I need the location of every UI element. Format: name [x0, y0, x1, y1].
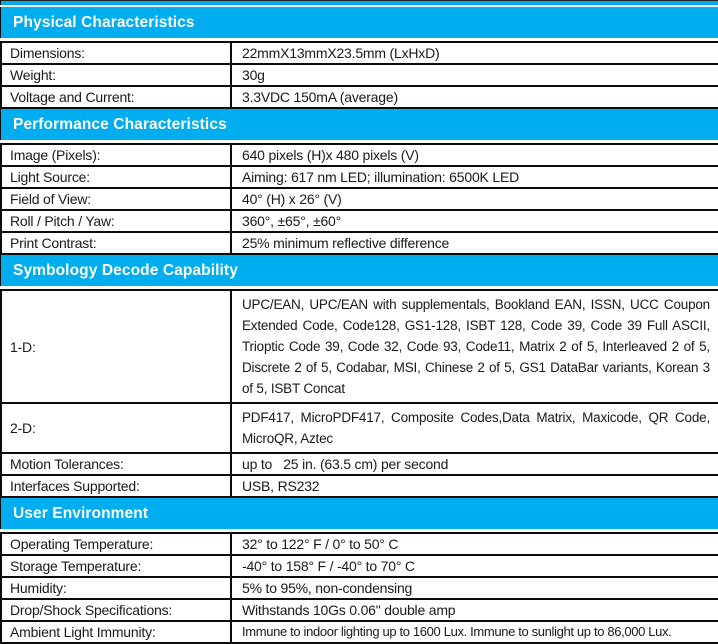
spec-value: Withstands 10Gs 0.06" double amp — [230, 600, 718, 620]
spec-label: Dimensions: — [10, 45, 85, 61]
section-title: Physical Characteristics — [13, 13, 195, 31]
spec-section — [0, 109, 718, 255]
spec-label: Print Contrast: — [10, 235, 97, 251]
spec-value: 30g — [230, 65, 718, 85]
spec-row-field-of-view — [2, 189, 718, 211]
spec-row-storage-temperature — [2, 556, 718, 578]
sections-container — [0, 7, 718, 644]
spec-value: 25% minimum reflective difference — [230, 233, 718, 253]
spec-label: Weight: — [10, 67, 56, 83]
spec-row-1-d — [2, 291, 718, 404]
section-title: User Environment — [13, 504, 149, 522]
spec-value: 5% to 95%, non-condensing — [230, 578, 718, 598]
spec-row-humidity — [2, 578, 718, 600]
section-header-physical-characteristics — [0, 7, 718, 38]
spec-label: Motion Tolerances: — [10, 456, 124, 472]
section-header-performance-characteristics — [0, 109, 718, 140]
spec-row-dimensions — [2, 43, 718, 65]
spec-value: Aiming: 617 nm LED; illumination: 6500K LED — [230, 167, 718, 187]
spec-row-light-source — [2, 167, 718, 189]
spec-value: 22mmX13mmX23.5mm (LxHxD) — [230, 43, 718, 63]
spec-value: 40° (H) x 26° (V) — [230, 189, 718, 209]
spec-row-2-d — [2, 404, 718, 454]
spec-value: USB, RS232 — [230, 476, 718, 496]
spec-section — [0, 498, 718, 644]
spec-label: Ambient Light Immunity: — [10, 624, 156, 640]
spec-label: Light Source: — [10, 169, 90, 185]
spec-label: Storage Temperature: — [10, 558, 142, 574]
spec-value: up to 25 in. (63.5 cm) per second — [230, 454, 718, 474]
spec-row-print-contrast — [2, 233, 718, 255]
spec-label: 2-D: — [10, 420, 36, 436]
section-header-user-environment — [0, 498, 718, 529]
spec-row-weight — [2, 65, 718, 87]
spec-row-image-pixels — [2, 145, 718, 167]
spec-label: Drop/Shock Specifications: — [10, 602, 173, 618]
section-title: Performance Characteristics — [13, 115, 227, 133]
section-rows — [0, 289, 718, 498]
spec-section — [0, 255, 718, 498]
spec-row-ambient-light-immunity — [2, 622, 718, 644]
spec-value: UPC/EAN, UPC/EAN with supplementals, Bookland EAN, ISSN, UCC Coupon Extended Code, Code128, GS1-128, ISBT 128, Code 39, Code 39 Full ASCII, Trioptic Code 39, Code 32, Code 93, Code11, Matrix 2 of 5, Interleaved 2 of 5, Discrete 2 of 5, Codabar, MSI, Chinese 2 of 5, GS1 DataBar variants, Korean 3 of 5, ISBT Concat — [230, 291, 718, 402]
spec-value: Immune to indoor lighting up to 1600 Lux. Immune to sunlight up to 86,000 Lux. — [230, 622, 718, 642]
section-header-symbology-decode-capability — [0, 255, 718, 286]
spec-label: 1-D: — [10, 338, 36, 355]
spec-value: -40° to 158° F / -40° to 70° C — [230, 556, 718, 576]
section-rows — [0, 143, 718, 255]
spec-label: Image (Pixels): — [10, 147, 101, 163]
spec-value: 32° to 122° F / 0° to 50° C — [230, 534, 718, 554]
spec-value: 640 pixels (H)x 480 pixels (V) — [230, 145, 718, 165]
spec-label: Voltage and Current: — [10, 89, 135, 105]
top-accent-strip — [0, 0, 718, 5]
spec-label: Operating Temperature: — [10, 536, 154, 552]
spec-row-roll-pitch-yaw — [2, 211, 718, 233]
section-title: Symbology Decode Capability — [13, 261, 238, 279]
spec-value: 360°, ±65°, ±60° — [230, 211, 718, 231]
spec-section — [0, 7, 718, 109]
spec-value: PDF417, MicroPDF417, Composite Codes,Data Matrix, Maxicode, QR Code, MicroQR, Aztec — [230, 404, 718, 452]
spec-label: Roll / Pitch / Yaw: — [10, 213, 115, 229]
spec-label: Interfaces Supported: — [10, 478, 140, 494]
spec-label: Field of View: — [10, 191, 91, 207]
spec-row-operating-temperature — [2, 534, 718, 556]
spec-row-voltage-and-current — [2, 87, 718, 109]
spec-label: Humidity: — [10, 580, 67, 596]
spec-value: 3.3VDC 150mA (average) — [230, 87, 718, 107]
spec-row-interfaces-supported — [2, 476, 718, 498]
section-rows — [0, 532, 718, 644]
spec-row-motion-tolerances — [2, 454, 718, 476]
spec-row-drop-shock-specifications — [2, 600, 718, 622]
section-rows — [0, 41, 718, 109]
